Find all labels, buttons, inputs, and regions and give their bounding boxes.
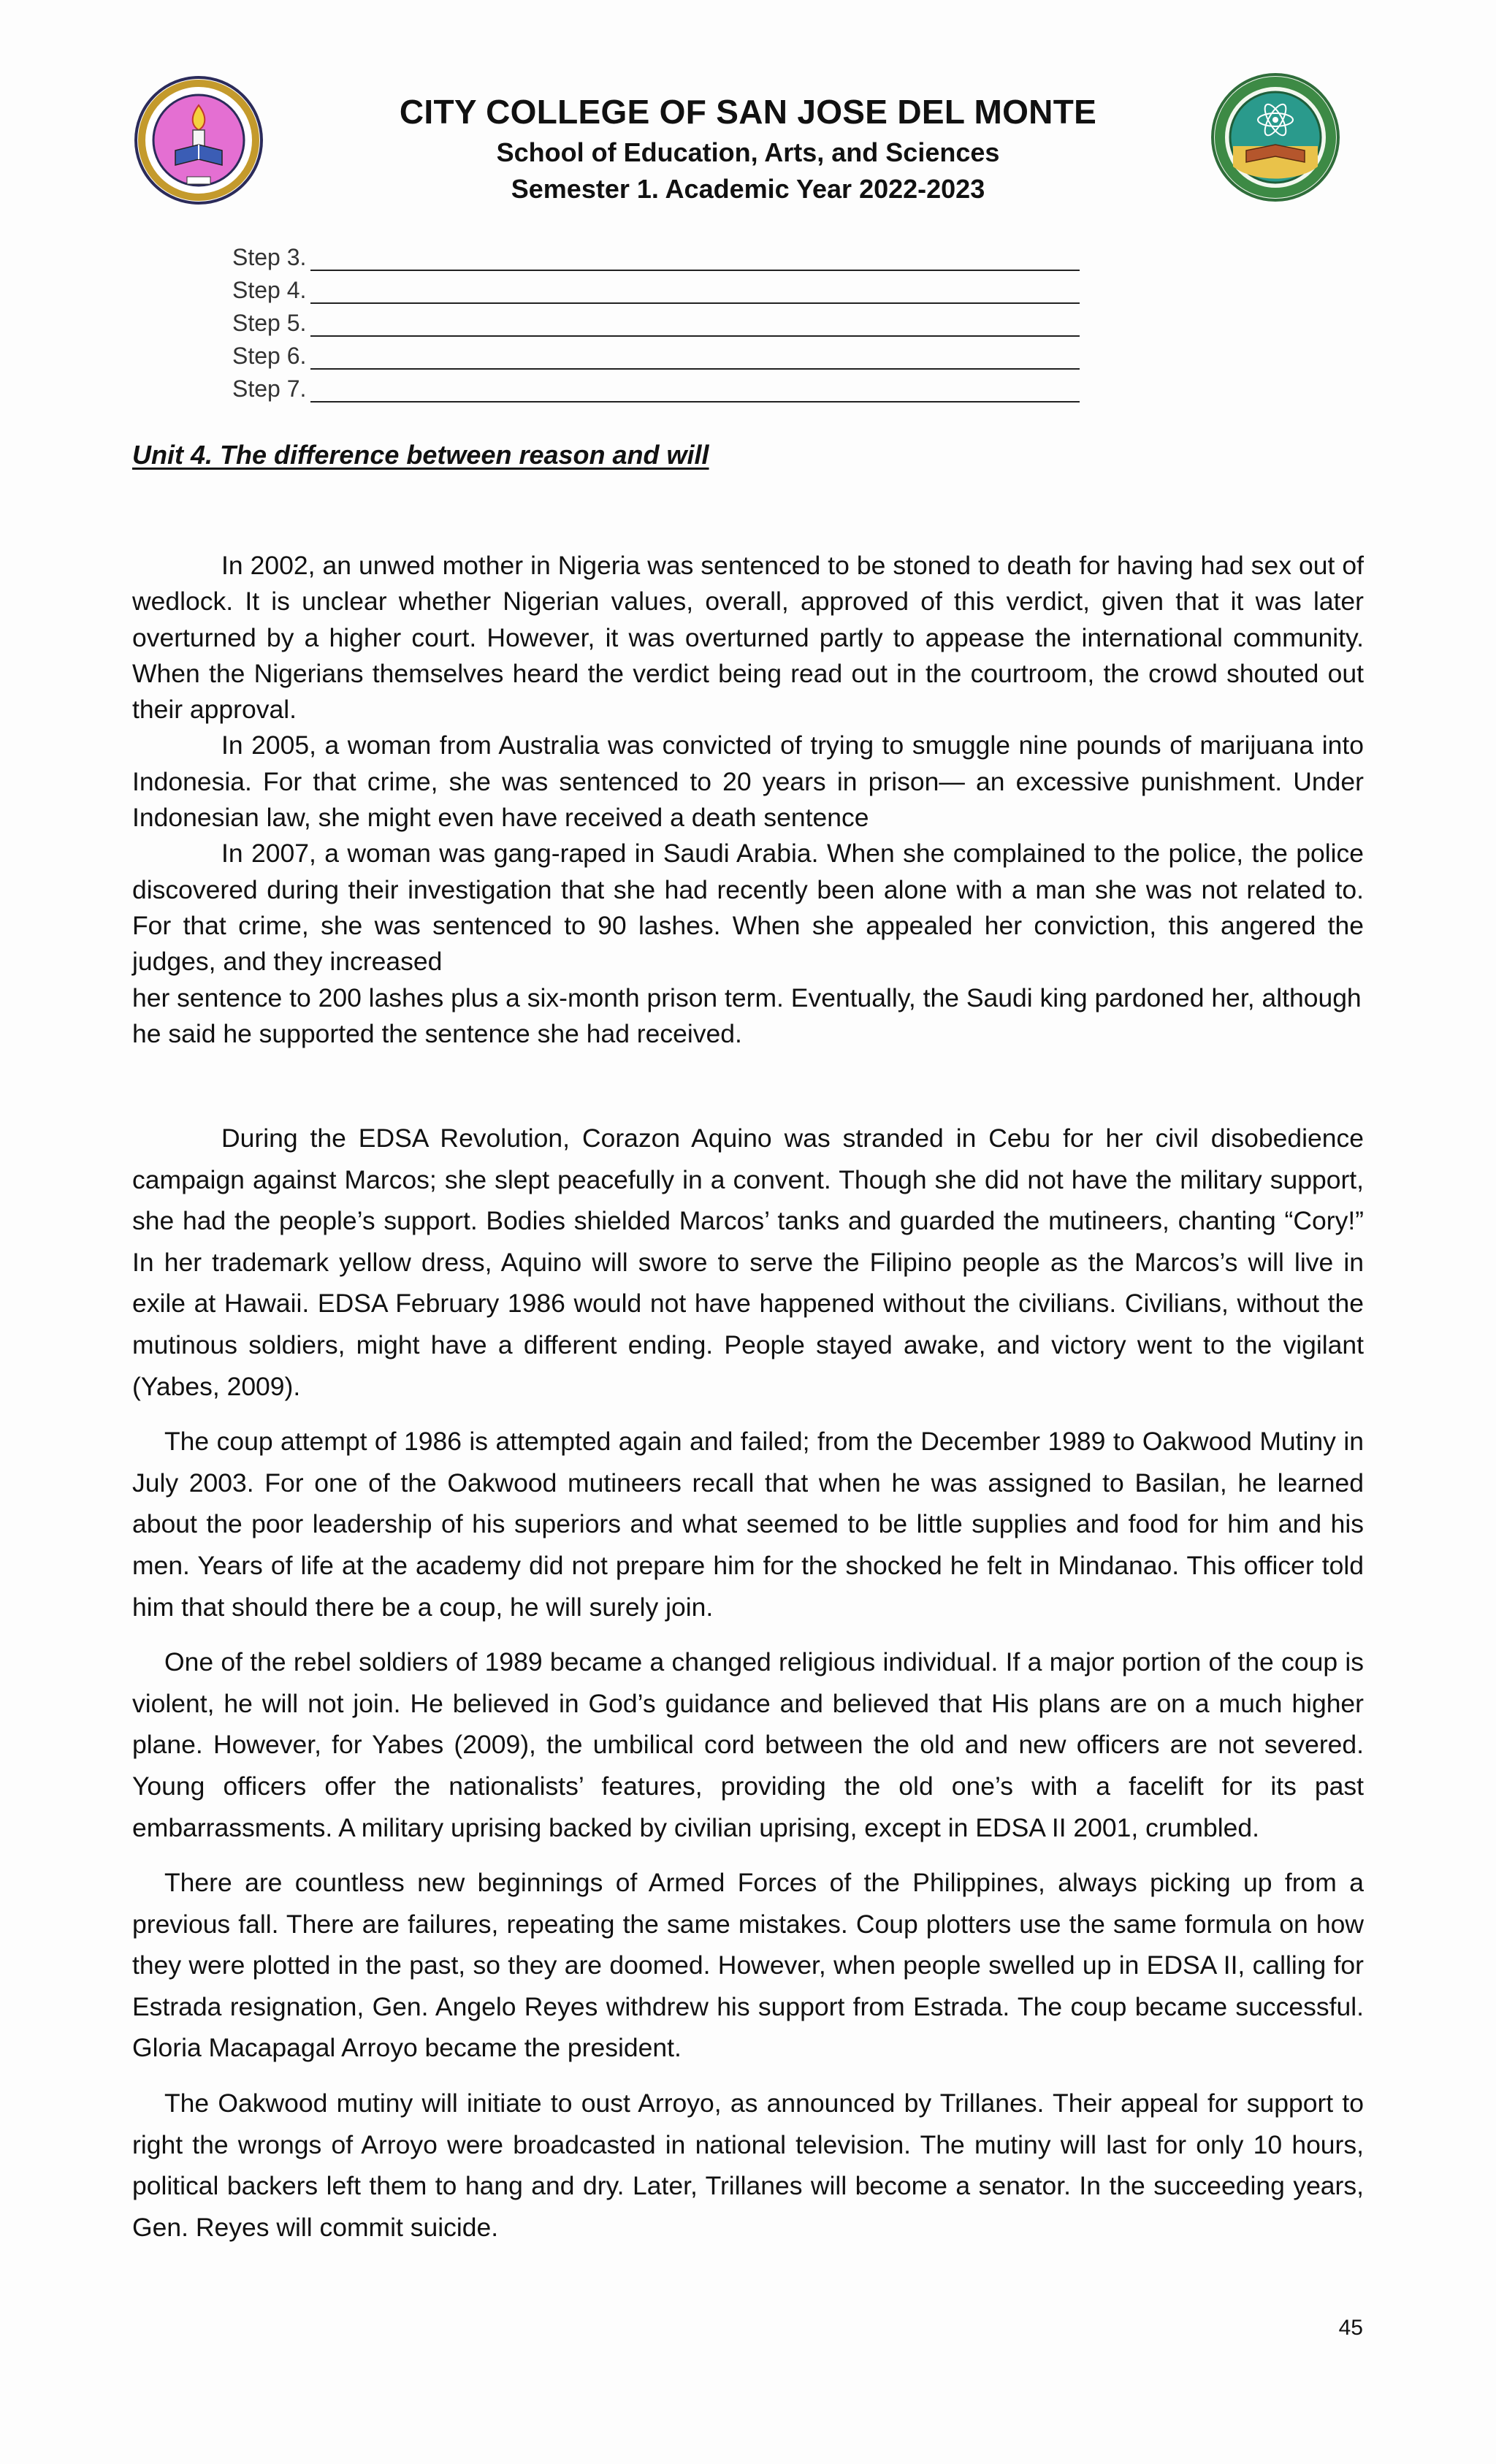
paragraph: There are countless new beginnings of Armed Forces of the Philippines, always picking up from a previous fall. There are failures, repeating the same mistakes. Coup plotters use the same formula on how they were plotted in the past, so they are doomed. However, when people swelled up in EDSA II, calling for Estrada resignation, Gen. Angelo Reyes withdrew his support from Estrada. The coup became successful. Gloria Macapagal Arroyo became the president. bbox=[132, 1868, 1364, 2063]
step-blank-line bbox=[310, 376, 1080, 403]
step-row bbox=[232, 271, 1080, 304]
step-blank-line bbox=[310, 343, 1080, 370]
step-row bbox=[232, 238, 1080, 271]
paragraph: In 2002, an unwed mother in Nigeria was sentenced to be stoned to death for having had sex out of wedlock. It is unclear whether Nigerian values, overall, approved of this verdict, given that it was later overturned by a higher court. However, it was overturned partly to appease the international community. When the Nigerians themselves heard the verdict being read out in the courtroom, the crowd shouted out their approval. bbox=[132, 551, 1364, 725]
school-seal-icon bbox=[1210, 72, 1341, 203]
step-label: Step 3. bbox=[232, 244, 307, 270]
college-name: CITY COLLEGE OF SAN JOSE DEL MONTE bbox=[399, 93, 1097, 131]
semester-line: Semester 1. Academic Year 2022-2023 bbox=[511, 174, 985, 204]
steps-list bbox=[232, 238, 1080, 403]
document-header bbox=[292, 89, 1204, 207]
step-row bbox=[232, 337, 1080, 370]
paragraph: The Oakwood mutiny will initiate to oust Arroyo, as announced by Trillanes. Their appeal for support to right the wrongs of Arroyo were broadcasted in national television. The mutiny will last for only 10 hours, political backers left them to hang and dry. Later, Trillanes will become a senator. In the succeeding years, Gen. Reyes will commit suicide. bbox=[132, 2089, 1364, 2242]
paragraph: The coup attempt of 1986 is attempted again and failed; from the December 1989 to Oakwood Mutiny in July 2003. For one of the Oakwood mutineers recall that when he was assigned to Basilan, he learned about the poor leadership of his superiors and what seemed to be little supplies and food for him and his men. Years of life at the academy did not prepare him for the shocked he felt in Mindanao. This officer told him that should there be a coup, he will surely join. bbox=[132, 1427, 1364, 1622]
step-label: Step 5. bbox=[232, 310, 307, 336]
step-blank-line bbox=[310, 310, 1080, 337]
step-blank-line bbox=[310, 245, 1080, 271]
paragraph: During the EDSA Revolution, Corazon Aquino was stranded in Cebu for her civil disobedience campaign against Marcos; she slept peacefully in a convent. Though she did not have the military support, she had the people’s support. Bodies shielded Marcos’ tanks and guarded the mutineers, chanting “Cory!” In her trademark yellow dress, Aquino will swore to serve the Filipino people as the Marcos’s will live in exile at Hawaii. EDSA February 1986 would not have happened without the civilians. Civilians, without the mutinous soldiers, might have a different ending. People stayed awake, and victory went to the vigilant (Yabes, 2009). bbox=[132, 1124, 1364, 1401]
paragraph: One of the rebel soldiers of 1989 became a changed religious individual. If a major portion of the coup is violent, he will not join. He believed in God’s guidance and believed that His plans are on a much higher plane. However, for Yabes (2009), the umbilical cord between the old and new officers are not severed. Young officers offer the nationalists’ features, providing the old one’s with a facelift for its past embarrassments. A military uprising backed by civilian uprising, except in EDSA II 2001, crumbled. bbox=[132, 1647, 1364, 1842]
paragraph: In 2007, a woman was gang-raped in Saudi Arabia. When she complained to the police, the police discovered during their investigation that she had recently been alone with a man she was not related to. For that crime, she was sentenced to 90 lashes. When she appealed her conviction, this angered the judges, and they increased bbox=[132, 839, 1364, 977]
paragraph: In 2005, a woman from Australia was convicted of trying to smuggle nine pounds of marijuana into Indonesia. For that crime, she was sentenced to 20 years in prison— an excessive punishment. Under Indonesian law, she might even have received a death sentence bbox=[132, 731, 1364, 833]
step-blank-line bbox=[310, 278, 1080, 304]
unit-title: Unit 4. The difference between reason and will bbox=[132, 440, 709, 470]
page-number: 45 bbox=[1338, 2316, 1363, 2340]
step-label: Step 7. bbox=[232, 375, 307, 402]
school-name: School of Education, Arts, and Sciences bbox=[496, 137, 1000, 167]
step-label: Step 4. bbox=[232, 277, 307, 303]
step-label: Step 6. bbox=[232, 343, 307, 369]
case-studies-section bbox=[132, 548, 1364, 1052]
step-row bbox=[232, 304, 1080, 337]
college-seal-icon bbox=[133, 75, 264, 206]
paragraph: her sentence to 200 lashes plus a six-month prison term. Eventually, the Saudi king pardoned her, although he said he supported the sentence she had received. bbox=[132, 983, 1362, 1048]
edsa-section bbox=[132, 1118, 1364, 2262]
step-row bbox=[232, 370, 1080, 403]
